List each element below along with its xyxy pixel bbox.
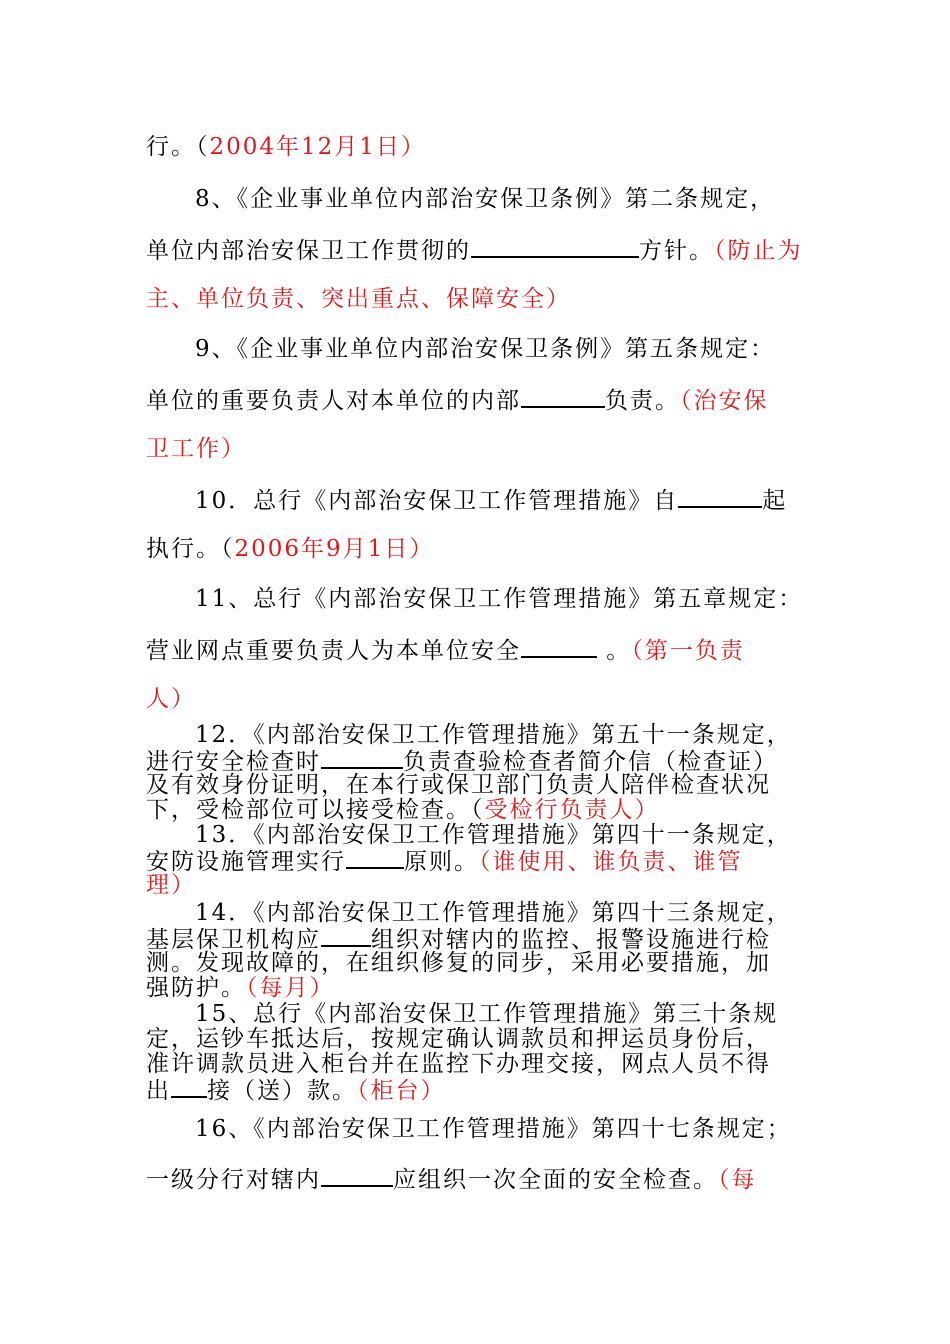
text-line xyxy=(146,1078,446,1103)
text-line xyxy=(146,849,743,874)
text-line xyxy=(146,1028,771,1051)
question-text: 执行。（ xyxy=(146,536,235,562)
text-line xyxy=(146,288,571,311)
text-line xyxy=(146,1167,757,1192)
answer-text: （治安保 xyxy=(680,388,769,414)
answer-text: 主、单位负责、突出重点、保障安全） xyxy=(146,286,571,312)
question-text: 强防护。 xyxy=(146,975,246,1001)
answer-text: 理） xyxy=(146,872,196,898)
question-text: 负责查验检查者简介信（检查证） xyxy=(403,749,778,775)
answer-text: （第一负责 xyxy=(631,638,745,664)
question-text: 接（送）款。 xyxy=(207,1078,357,1104)
question-text: 单位的重要负责人对本单位的内部 xyxy=(146,388,521,414)
text-line xyxy=(195,188,775,211)
question-text: 13．《内部治安保卫工作管理措施》第四十一条规定， xyxy=(195,822,792,848)
text-line xyxy=(195,902,792,925)
question-text: 进行安全检查时 xyxy=(146,749,321,775)
text-line xyxy=(195,1003,778,1026)
question-text: 营业网点重要负责人为本单位安全 xyxy=(146,638,521,664)
text-line xyxy=(195,1118,792,1141)
text-line xyxy=(146,952,771,975)
text-line xyxy=(195,588,803,611)
question-text: 准许调款员进入柜台并在监控下办理交接，网点人员不得 xyxy=(146,1051,771,1077)
text-line xyxy=(146,638,745,663)
answer-text: 受检行负责人） xyxy=(484,797,660,823)
answer-text: 2004年12月1日） xyxy=(209,134,426,160)
question-text: 定，运钞车抵达后，按规定确认调款员和押运员身份后， xyxy=(146,1026,771,1052)
text-line xyxy=(146,438,246,461)
answer-text: （每月） xyxy=(246,975,335,1001)
text-line xyxy=(146,136,426,159)
text-line xyxy=(146,749,778,774)
fill-in-blank xyxy=(321,927,371,947)
question-text: 负责。 xyxy=(605,388,680,414)
question-text: 10．总行《内部治安保卫工作管理措施》自 xyxy=(195,488,679,514)
answer-text: （每 xyxy=(718,1167,757,1193)
answer-text: 卫工作） xyxy=(146,436,246,462)
text-line xyxy=(195,824,792,847)
question-text: 组织对辖内的监控、报警设施进行检 xyxy=(371,927,771,953)
answer-text: （防止为 xyxy=(714,238,803,264)
fill-in-blank xyxy=(321,749,403,769)
question-text: 基层保卫机构应 xyxy=(146,927,321,953)
text-line xyxy=(146,774,771,797)
question-text: 行。（ xyxy=(146,134,210,160)
question-text: 应组织一次全面的安全检查。 xyxy=(393,1167,718,1193)
question-text: 下，受检部位可以接受检查。（ xyxy=(146,797,485,823)
fill-in-blank xyxy=(171,1078,207,1098)
question-text: 测。发现故障的，在组织修复的同步，采用必要措施，加 xyxy=(146,950,771,976)
text-line xyxy=(146,874,196,897)
fill-in-blank xyxy=(521,638,597,658)
fill-in-blank xyxy=(471,238,639,258)
text-line xyxy=(195,488,787,513)
question-text: 9、《企业事业单位内部治安保卫条例》第五条规定： xyxy=(195,336,776,362)
answer-text: （柜台） xyxy=(357,1078,446,1104)
question-text: 8、《企业事业单位内部治安保卫条例》第二条规定， xyxy=(195,186,776,212)
text-line xyxy=(146,977,335,1000)
text-line xyxy=(146,688,196,711)
fill-in-blank xyxy=(346,849,404,869)
question-text: 原则。 xyxy=(404,849,479,875)
text-line xyxy=(195,338,775,361)
text-line xyxy=(146,799,660,822)
answer-text: 2006年9月1日） xyxy=(234,536,435,562)
fill-in-blank xyxy=(321,1167,393,1187)
question-text: 12．《内部治安保卫工作管理措施》第五十一条规定， xyxy=(195,722,792,748)
text-line xyxy=(146,538,434,561)
question-text: 方针。 xyxy=(639,238,714,264)
question-text: 15、总行《内部治安保卫工作管理措施》第三十条规 xyxy=(195,1001,779,1027)
question-text: 及有效身份证明，在本行或保卫部门负责人陪伴检查状况 xyxy=(146,772,771,798)
question-text: 11、总行《内部治安保卫工作管理措施》第五章规定： xyxy=(195,586,804,612)
fill-in-blank xyxy=(521,388,605,408)
text-line xyxy=(146,1053,771,1076)
question-text: 安防设施管理实行 xyxy=(146,849,346,875)
question-text: 出 xyxy=(146,1078,171,1104)
text-line xyxy=(195,724,792,747)
fill-in-blank xyxy=(678,488,762,508)
question-text: 起 xyxy=(762,488,788,514)
question-text: 单位内部治安保卫工作贯彻的 xyxy=(146,238,471,264)
question-text: 。 xyxy=(597,638,632,664)
text-line xyxy=(146,238,803,263)
answer-text: 人） xyxy=(146,686,196,712)
text-line xyxy=(146,927,771,952)
question-text: 14．《内部治安保卫工作管理措施》第四十三条规定， xyxy=(195,900,792,926)
question-text: 16、《内部治安保卫工作管理措施》第四十七条规定； xyxy=(195,1116,792,1142)
answer-text: （谁使用、谁负责、谁管 xyxy=(479,849,743,875)
question-text: 一级分行对辖内 xyxy=(146,1167,321,1193)
text-line xyxy=(146,388,769,413)
